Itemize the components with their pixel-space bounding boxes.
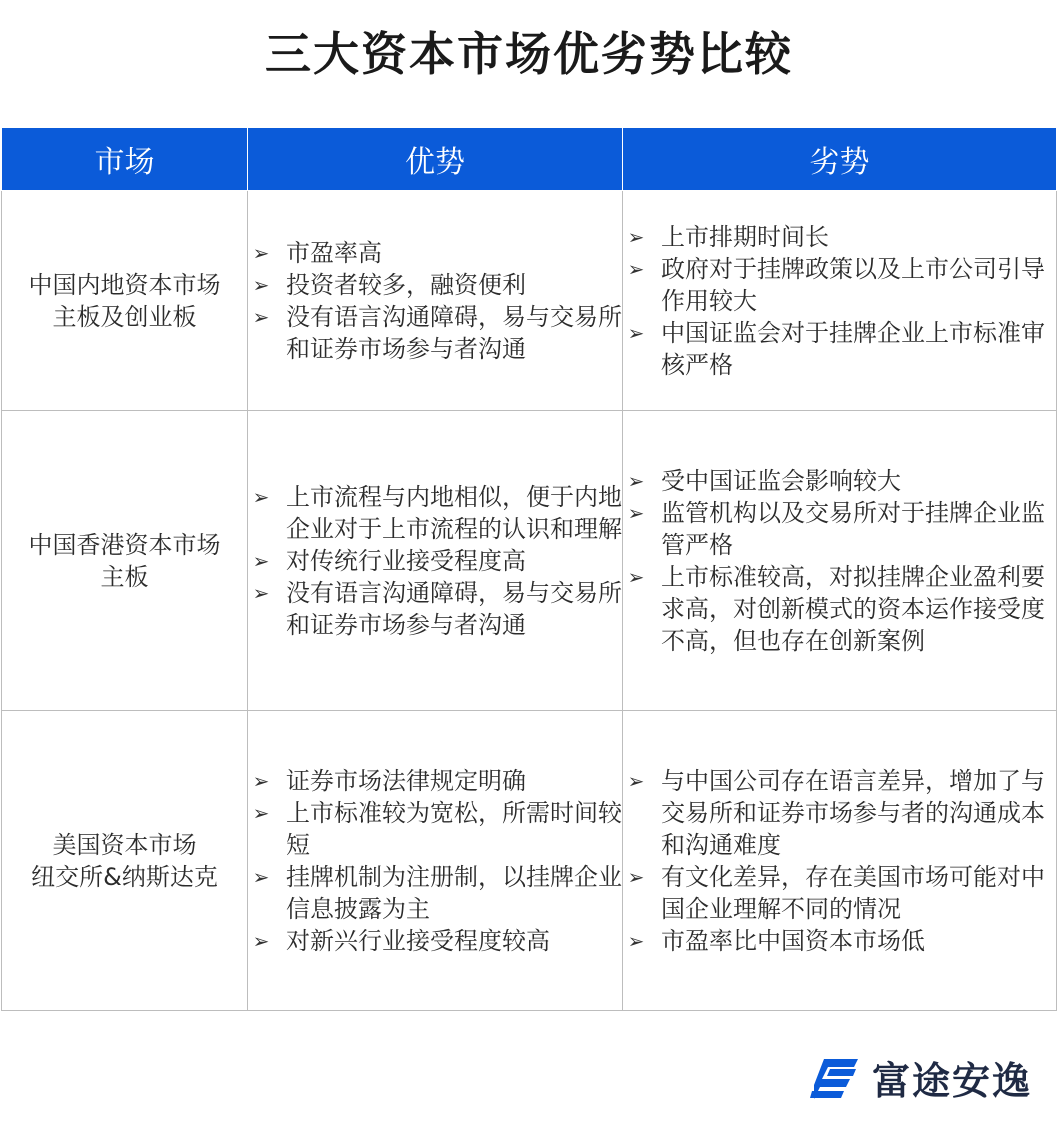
brand-logo	[810, 1052, 1032, 1102]
list-item	[248, 925, 622, 957]
market-name: 中国内地资本市场	[28, 270, 221, 299]
arrow-bullet-icon: ➢	[627, 256, 645, 281]
disadvantages-list	[623, 465, 1056, 657]
list-item-text: 对新兴行业接受程度较高	[286, 926, 550, 955]
arrow-bullet-icon: ➢	[252, 484, 270, 509]
arrow-bullet-icon: ➢	[252, 304, 270, 329]
table-header-row	[2, 128, 1057, 191]
table-row	[2, 711, 1057, 1011]
list-item	[248, 481, 622, 545]
disadvantages-cell	[623, 711, 1057, 1011]
arrow-bullet-icon: ➢	[627, 224, 645, 249]
list-item	[248, 765, 622, 797]
disadvantages-cell	[623, 411, 1057, 711]
list-item-text: 挂牌机制为注册制，以挂牌企业信息披露为主	[286, 862, 622, 923]
arrow-bullet-icon: ➢	[627, 468, 645, 493]
brand-name: 富途安逸	[871, 1058, 1032, 1103]
market-board: 主板及创业板	[52, 302, 197, 331]
list-item-text: 政府对于挂牌政策以及上市公司引导作用较大	[661, 254, 1045, 315]
list-item-text: 上市流程与内地相似，便于内地企业对于上市流程的认识和理解	[286, 482, 622, 543]
arrow-bullet-icon: ➢	[627, 768, 645, 793]
list-item-text: 上市标准较高，对拟挂牌企业盈利要求高，对创新模式的资本运作接受度不高，但也存在创新案例	[661, 562, 1045, 655]
arrow-bullet-icon: ➢	[627, 928, 645, 953]
list-item-text: 没有语言沟通障碍，易与交易所和证券市场参与者沟通	[286, 302, 622, 363]
arrow-bullet-icon: ➢	[252, 768, 270, 793]
list-item	[623, 561, 1056, 657]
list-item-text: 市盈率比中国资本市场低	[661, 926, 925, 955]
list-item	[623, 465, 1056, 497]
list-item	[623, 317, 1056, 381]
header-market: 市场	[2, 128, 248, 191]
disadvantages-cell	[623, 191, 1057, 411]
arrow-bullet-icon: ➢	[627, 564, 645, 589]
arrow-bullet-icon: ➢	[252, 272, 270, 297]
market-board: 纽交所&纳斯达克	[31, 862, 218, 891]
disadvantages-list	[623, 221, 1056, 381]
table-row	[2, 411, 1057, 711]
advantages-list	[248, 765, 622, 957]
list-item	[623, 765, 1056, 861]
arrow-bullet-icon: ➢	[252, 548, 270, 573]
advantages-list	[248, 237, 622, 365]
list-item-text: 市盈率高	[286, 238, 382, 267]
list-item	[248, 301, 622, 365]
market-cell	[2, 191, 248, 411]
arrow-bullet-icon: ➢	[252, 864, 270, 889]
list-item-text: 有文化差异，存在美国市场可能对中国企业理解不同的情况	[661, 862, 1045, 923]
advantages-list	[248, 481, 622, 641]
arrow-bullet-icon: ➢	[627, 320, 645, 345]
list-item	[248, 545, 622, 577]
list-item-text: 受中国证监会影响较大	[661, 466, 901, 495]
market-board: 主板	[100, 562, 149, 591]
market-cell	[2, 411, 248, 711]
market-name: 中国香港资本市场	[28, 530, 221, 559]
advantages-cell	[248, 191, 623, 411]
list-item-text: 上市标准较为宽松，所需时间较短	[286, 798, 622, 859]
advantages-cell	[248, 411, 623, 711]
list-item-text: 与中国公司存在语言差异，增加了与交易所和证券市场参与者的沟通成本和沟通难度	[661, 766, 1045, 859]
list-item	[248, 269, 622, 301]
list-item-text: 证券市场法律规定明确	[286, 766, 526, 795]
list-item-text: 投资者较多，融资便利	[286, 270, 526, 299]
market-cell	[2, 711, 248, 1011]
comparison-table	[1, 127, 1057, 1011]
list-item	[623, 221, 1056, 253]
page-title: 三大资本市场优劣势比较	[265, 27, 793, 81]
arrow-bullet-icon: ➢	[627, 500, 645, 525]
list-item-text: 监管机构以及交易所对于挂牌企业监管严格	[661, 498, 1045, 559]
list-item	[623, 253, 1056, 317]
futu-logo-icon	[810, 1055, 862, 1099]
arrow-bullet-icon: ➢	[252, 928, 270, 953]
arrow-bullet-icon: ➢	[252, 800, 270, 825]
list-item	[248, 797, 622, 861]
disadvantages-list	[623, 765, 1056, 957]
list-item	[623, 925, 1056, 957]
table-row	[2, 191, 1057, 411]
advantages-cell	[248, 711, 623, 1011]
arrow-bullet-icon: ➢	[627, 864, 645, 889]
header-advantages: 优势	[248, 128, 623, 191]
list-item-text: 上市排期时间长	[661, 222, 829, 251]
market-name: 美国资本市场	[52, 830, 197, 859]
list-item	[248, 577, 622, 641]
list-item-text: 没有语言沟通障碍，易与交易所和证券市场参与者沟通	[286, 578, 622, 639]
list-item-text: 对传统行业接受程度高	[286, 546, 526, 575]
header-disadvantages: 劣势	[623, 128, 1057, 191]
arrow-bullet-icon: ➢	[252, 580, 270, 605]
list-item	[623, 497, 1056, 561]
list-item	[248, 861, 622, 925]
list-item	[248, 237, 622, 269]
list-item-text: 中国证监会对于挂牌企业上市标准审核严格	[661, 318, 1045, 379]
arrow-bullet-icon: ➢	[252, 240, 270, 265]
list-item	[623, 861, 1056, 925]
